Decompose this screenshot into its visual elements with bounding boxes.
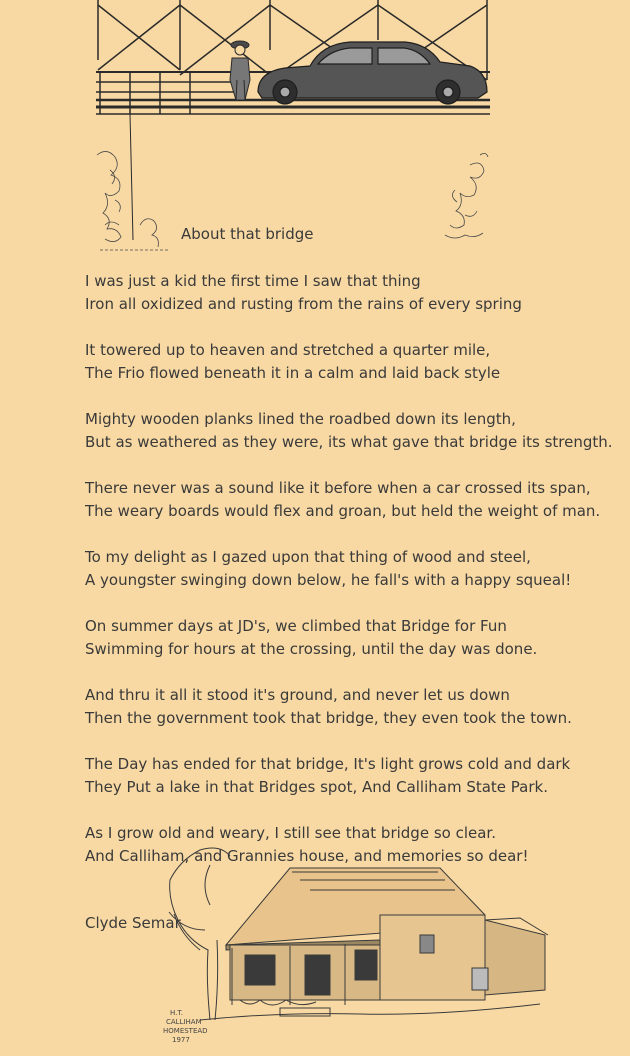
poem-line: On summer days at JD's, we climbed that Bridge for Fun (85, 617, 507, 635)
poem-stanza (85, 753, 625, 799)
poem-line: To my delight as I gazed upon that thing of wood and steel, (85, 548, 531, 566)
poem-body (85, 270, 625, 891)
poem-stanza (85, 822, 625, 868)
poem-stanza (85, 339, 625, 385)
poem-line: The weary boards would flex and groan, but held the weight of man. (85, 502, 601, 520)
poem-line: Then the government took that bridge, they even took the town. (85, 709, 572, 727)
poem-line: Swimming for hours at the crossing, until the day was done. (85, 640, 538, 658)
car-sketch-icon (258, 42, 487, 104)
caption-line: 1977 (172, 1036, 190, 1044)
foliage-sketch-icon (97, 151, 170, 250)
poem-line: And Calliham, and Grannies house, and memories so dear! (85, 847, 529, 865)
poem-stanza (85, 615, 625, 661)
bridge-sketch-icon (96, 0, 490, 240)
poem-line: They Put a lake in that Bridges spot, And Calliham State Park. (85, 778, 548, 796)
poem-line: It towered up to heaven and stretched a quarter mile, (85, 341, 491, 359)
poem-line: The Frio flowed beneath it in a calm and laid back style (85, 364, 501, 382)
poem-stanza (85, 408, 625, 454)
poem-author: Clyde Semar (85, 914, 181, 932)
man-sketch-icon (230, 41, 250, 100)
house-caption (163, 1009, 208, 1044)
poem-stanza (85, 270, 625, 316)
poem-stanza (85, 546, 625, 592)
poem-stanza (85, 477, 625, 523)
poem-line: A youngster swinging down below, he fall's with a happy squeal! (85, 571, 572, 589)
poem-line: The Day has ended for that bridge, It's light grows cold and dark (85, 755, 571, 773)
caption-line: CALLIHAM (166, 1018, 202, 1026)
poem-line: As I grow old and weary, I still see that bridge so clear. (85, 824, 496, 842)
caption-line: HOMESTEAD (163, 1027, 208, 1035)
poem-line: There never was a sound like it before when a car crossed its span, (85, 479, 591, 497)
poem-line: Iron all oxidized and rusting from the rains of every spring (85, 295, 522, 313)
poem-line: But as weathered as they were, its what gave that bridge its strength. (85, 433, 613, 451)
poem-title: About that bridge (181, 225, 314, 243)
poem-stanza (85, 684, 625, 730)
foliage-sketch-icon (445, 153, 488, 238)
poem-line: Mighty wooden planks lined the roadbed down its length, (85, 410, 516, 428)
poem-line: I was just a kid the first time I saw that thing (85, 272, 421, 290)
poem-line: And thru it all it stood it's ground, and never let us down (85, 686, 510, 704)
caption-line: H.T. (170, 1009, 184, 1017)
